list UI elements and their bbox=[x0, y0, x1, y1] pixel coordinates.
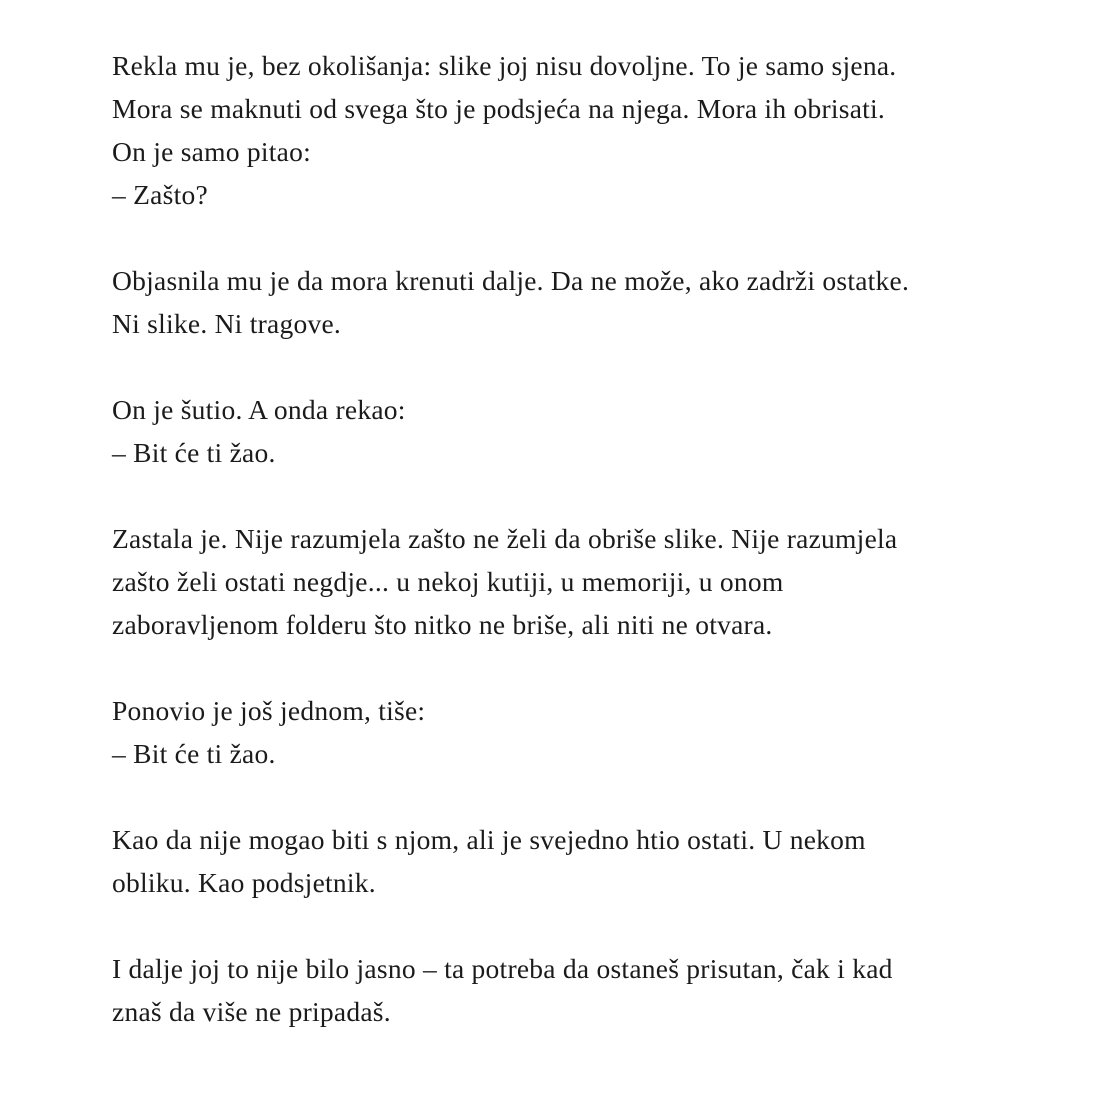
document-text-body bbox=[112, 44, 1010, 1033]
text-line: Kao da nije mogao biti s njom, ali je svejedno htio ostati. U nekom bbox=[112, 824, 866, 855]
text-line: Zastala je. Nije razumjela zašto ne želi da obriše slike. Nije razumjela bbox=[112, 523, 898, 554]
text-line: Objasnila mu je da mora krenuti dalje. Da ne može, ako zadrži ostatke. bbox=[112, 265, 910, 296]
text-line: On je šutio. A onda rekao: bbox=[112, 394, 406, 425]
text-line: zaboravljenom folderu što nitko ne briše, ali niti ne otvara. bbox=[112, 609, 773, 640]
paragraph bbox=[112, 947, 1010, 1033]
text-line: Mora se maknuti od svega što je podsjeća na njega. Mora ih obrisati. bbox=[112, 93, 886, 124]
text-line: znaš da više ne pripadaš. bbox=[112, 996, 391, 1027]
paragraph bbox=[112, 44, 1010, 216]
text-line: – Zašto? bbox=[112, 179, 208, 210]
paragraph bbox=[112, 689, 1010, 775]
text-line: – Bit će ti žao. bbox=[112, 738, 276, 769]
text-line: On je samo pitao: bbox=[112, 136, 312, 167]
text-line: I dalje joj to nije bilo jasno – ta potreba da ostaneš prisutan, čak i kad bbox=[112, 953, 893, 984]
text-line: Ponovio je još jednom, tiše: bbox=[112, 695, 426, 726]
text-line: obliku. Kao podsjetnik. bbox=[112, 867, 376, 898]
text-line: Rekla mu je, bez okolišanja: slike joj nisu dovoljne. To je samo sjena. bbox=[112, 50, 897, 81]
text-line: zašto želi ostati negdje... u nekoj kutiji, u memoriji, u onom bbox=[112, 566, 784, 597]
paragraph bbox=[112, 818, 1010, 904]
paragraph bbox=[112, 388, 1010, 474]
text-line: Ni slike. Ni tragove. bbox=[112, 308, 342, 339]
paragraph bbox=[112, 259, 1010, 345]
text-line: – Bit će ti žao. bbox=[112, 437, 276, 468]
paragraph bbox=[112, 517, 1010, 646]
